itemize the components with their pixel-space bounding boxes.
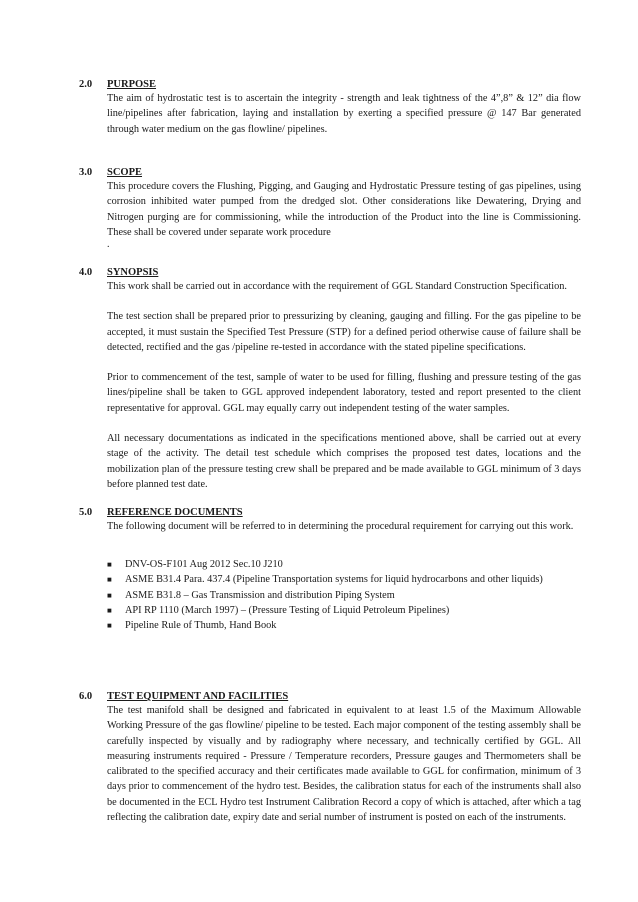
section-heading: SCOPE [107, 167, 143, 178]
list-item [107, 557, 581, 572]
paragraph: The aim of hydrostatic test is to ascertain the integrity - strength and leak tightness of the 4”,8” & 12” dia flow line/pipelines after fabrication, laying and installation by exerting a specified pressure @ 147 Bar generated through water medium on the gas flowline/ pipelines. [107, 93, 581, 135]
paragraph: The test section shall be prepared prior to pressurizing by cleaning, gauging and filling. For the gas pipeline to be accepted, it must sustain the Specified Test Pressure (STP) for a defined period otherwise cause of failure shall be detected, rectified and the gas /pipeline re-tested in accordance with the stated pipeline specifications. [107, 311, 581, 353]
list-item [107, 572, 581, 587]
trailing-mark: . [107, 239, 110, 250]
list-item-text: ASME B31.8 – Gas Transmission and distribution Piping System [125, 589, 395, 601]
section-body [107, 279, 581, 492]
bullet-icon: ■ [107, 560, 112, 569]
list-item [107, 603, 581, 618]
list-item [107, 588, 581, 603]
list-item-text: ASME B31.4 Para. 437.4 (Pipeline Transportation systems for liquid hydrocarbons and other liquids) [125, 574, 543, 586]
section-number: 3.0 [79, 167, 93, 178]
paragraph: Prior to commencement of the test, sample of water to be used for filling, flushing and pressure testing of the gas lines/pipeline shall be taken to GGL approved independent laboratory, tested and report presented to the client representative for approval. GGL may equally carry out independent testing of the water samples. [107, 372, 581, 414]
paragraph: This procedure covers the Flushing, Pigging, and Gauging and Hydrostatic Pressure testing of gas pipelines, using corrosion inhibited water pumped from the dredged slot. Other considerations like Dewatering, Drying and Nitrogen purging are for commissioning, while the introduction of the Product into the line is Commissioning. These shall be covered under separate work procedure [107, 181, 581, 238]
bullet-icon: ■ [107, 590, 112, 600]
section-number: 2.0 [79, 79, 93, 90]
bullet-icon: ■ [107, 621, 112, 631]
list-item-text: DNV-OS-F101 Aug 2012 Sec.10 J210 [125, 559, 283, 570]
list-item [107, 618, 581, 633]
section-heading: TEST EQUIPMENT AND FACILITIES [107, 691, 289, 702]
section-body [107, 703, 581, 825]
section-heading: REFERENCE DOCUMENTS [107, 507, 243, 518]
paragraph: This work shall be carried out in accordance with the requirement of GGL Standard Construction Specification. [107, 281, 567, 292]
list-item-text: API RP 1110 (March 1997) – (Pressure Testing of Liquid Petroleum Pipelines) [125, 604, 450, 616]
section-number: 6.0 [79, 691, 93, 702]
bullet-icon: ■ [107, 575, 112, 585]
section-body [107, 179, 581, 240]
reference-list [107, 557, 581, 633]
section-number: 5.0 [79, 507, 93, 518]
list-item-text: Pipeline Rule of Thumb, Hand Book [125, 620, 277, 632]
section-heading: PURPOSE [107, 79, 157, 90]
section-body [107, 519, 581, 534]
paragraph: All necessary documentations as indicated in the specifications mentioned above, shall be carried out at every stage of the activity. The detail test schedule which comprises the proposed test dates, locations and the mobilization plan of the pressure testing crew shall be prepared and be made available to GGL minimum of 3 days before planned test date. [107, 433, 581, 490]
section-body [107, 91, 581, 137]
bullet-icon: ■ [107, 605, 112, 615]
section-heading: SYNOPSIS [107, 267, 159, 278]
paragraph: The following document will be referred to in determining the procedural requirement for carrying out this work. [107, 521, 574, 532]
paragraph: The test manifold shall be designed and fabricated in equivalent to at least 1.5 of the Maximum Allowable Working Pressure of the gas flowline/ pipeline to be tested. Each major component of the testing assembly shall be carefully inspected by visually and by radiography where necessary, and technically certified by GGL. All measuring instruments required - Pressure / Temperature recorders, Pressure gauges and Thermometers shall be calibrated to the specified accuracy and their certificates made available to GGL for confirmation, minimum of 3 days prior to commencement of the hydro test. Besides, the calibration status for each of the instruments shall also be documented in the ECL Hydro test Instrument Calibration Record a copy of which is attached, after which a tag reflecting the calibration date, expiry date and serial number of instrument is posted on each of the instruments. [107, 705, 581, 824]
section-number: 4.0 [79, 267, 93, 278]
